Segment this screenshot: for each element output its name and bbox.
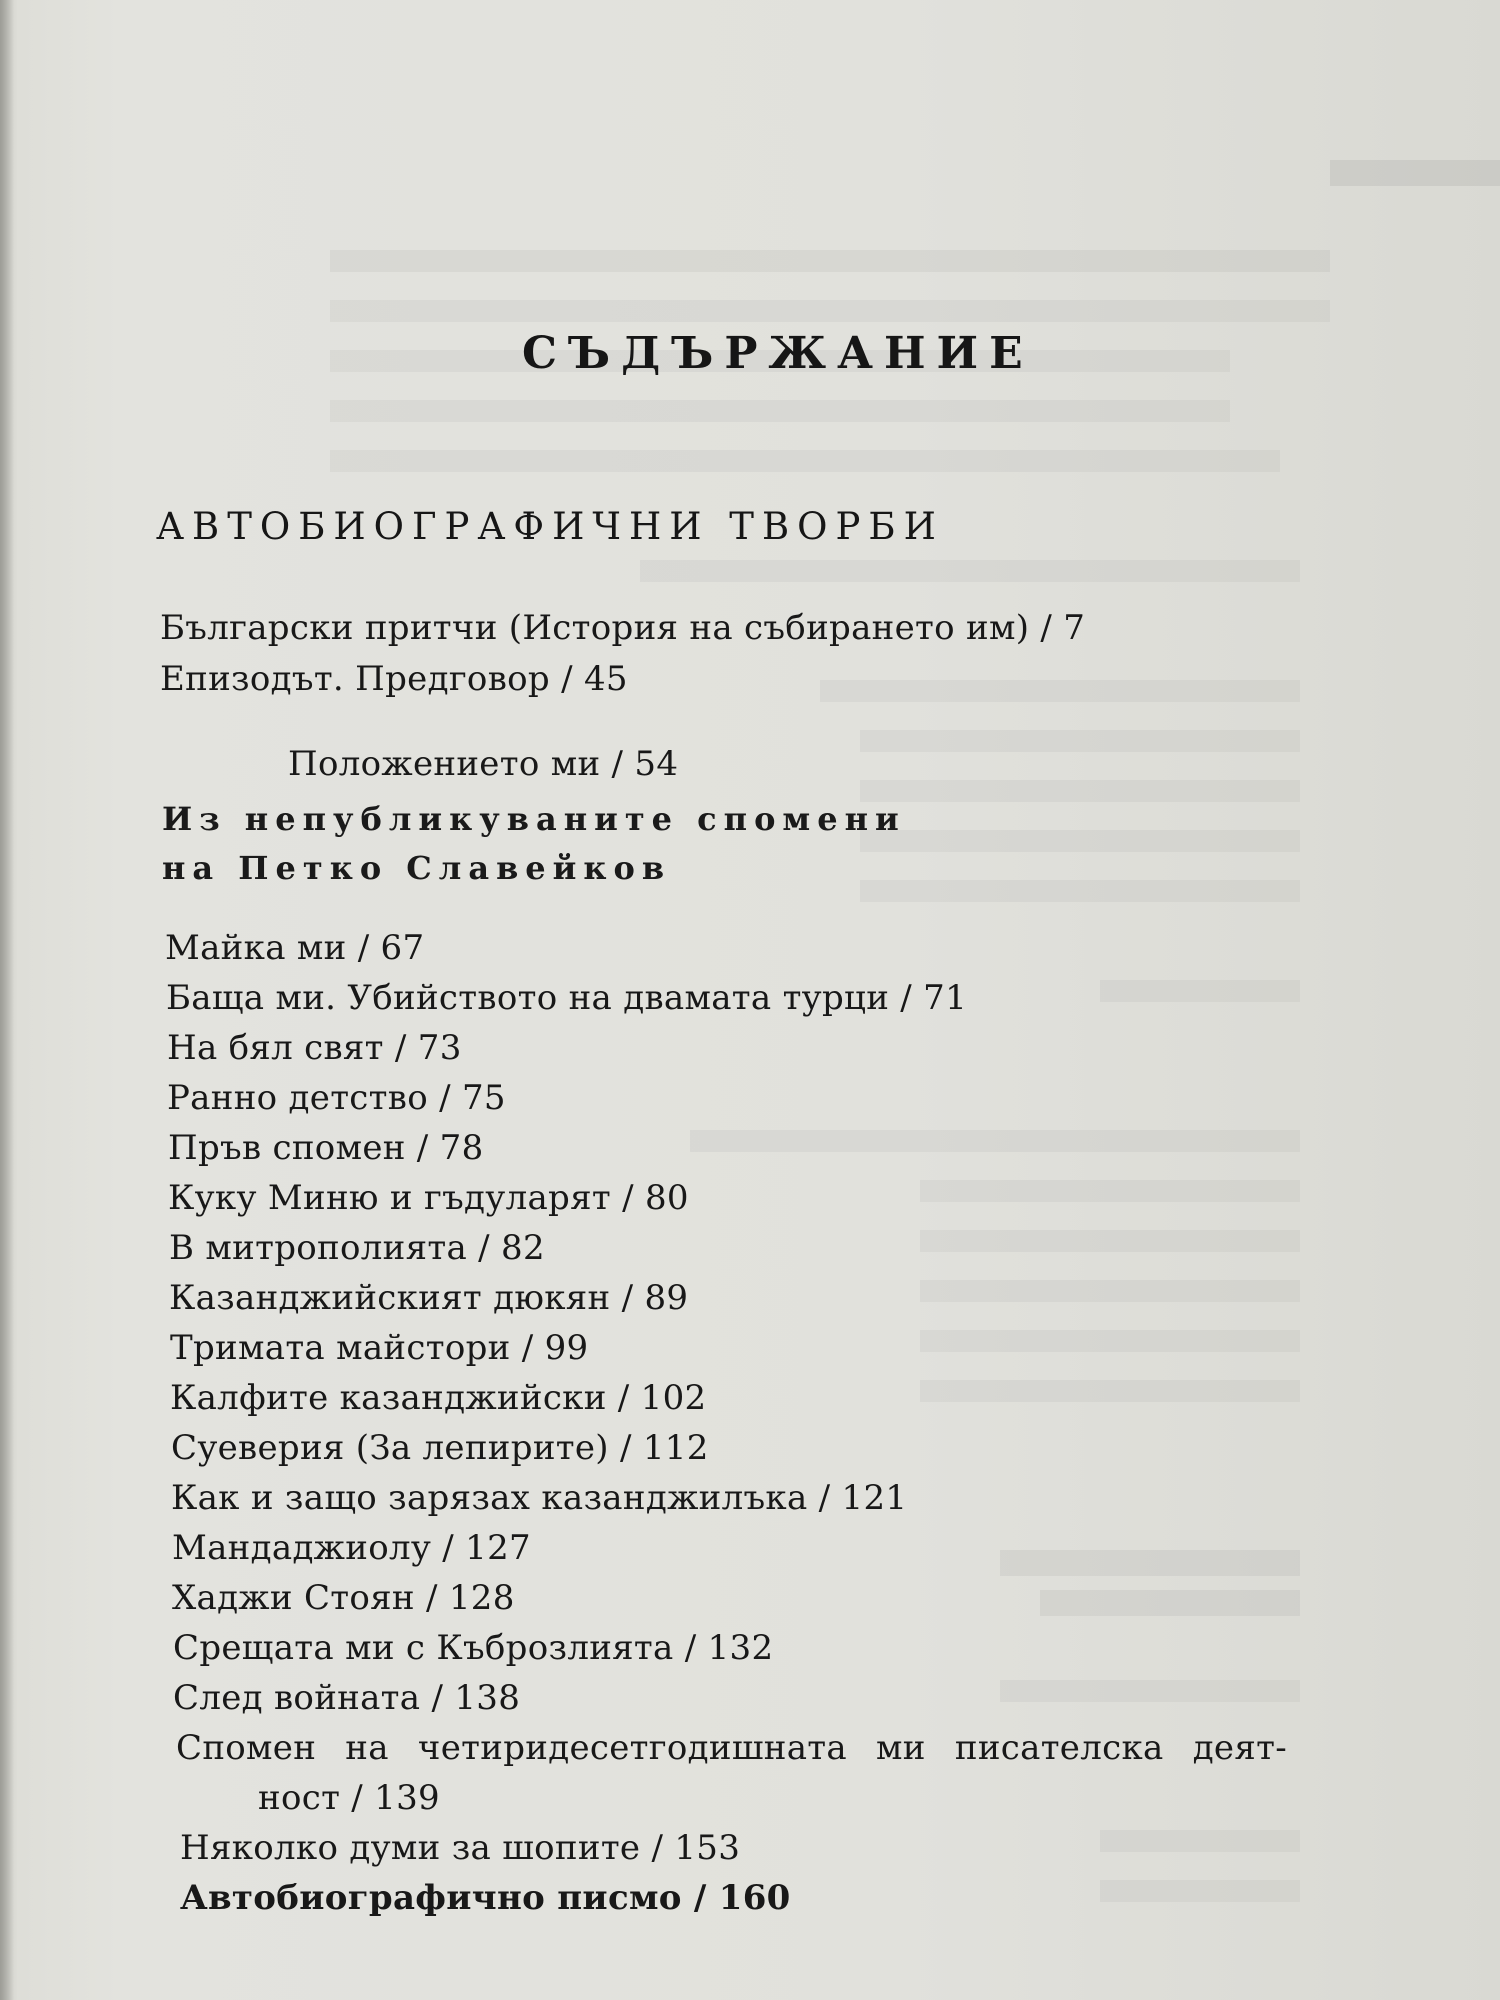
toc-entry-long-line-1: Спомен на четиридесетгодишната ми писателска деят- xyxy=(176,1728,1288,1768)
toc-entry: Автобиографично писмо / 160 xyxy=(180,1878,791,1918)
toc-entry: Майка ми / 67 xyxy=(165,928,425,968)
toc-entry: Няколко думи за шопите / 153 xyxy=(180,1828,741,1868)
page-title: СЪДЪРЖАНИЕ xyxy=(522,328,1034,379)
toc-entry: Тримата майстори / 99 xyxy=(170,1328,589,1368)
toc-entry: Казанджийският дюкян / 89 xyxy=(169,1278,689,1318)
toc-entry: Ранно детство / 75 xyxy=(167,1078,506,1118)
toc-entry: Баща ми. Убийството на двамата турци / 71 xyxy=(166,978,968,1018)
toc-entry: На бял свят / 73 xyxy=(167,1028,462,1068)
toc-entry: Как и защо зарязах казанджилъка / 121 xyxy=(171,1478,908,1518)
toc-entry: Калфите казанджийски / 102 xyxy=(170,1378,707,1418)
toc-entry: Куку Миню и гъдуларят / 80 xyxy=(168,1178,689,1218)
toc-entry: Хаджи Стоян / 128 xyxy=(172,1578,515,1618)
section-heading: АВТОБИОГРАФИЧНИ ТВОРБИ xyxy=(156,505,944,548)
toc-entry: Суеверия (За лепирите) / 112 xyxy=(171,1428,709,1468)
toc-entry: Български притчи (История на събирането им) / 7 xyxy=(160,608,1086,648)
toc-entry: Срещата ми с Къброзлията / 132 xyxy=(173,1628,774,1668)
toc-entry: След войната / 138 xyxy=(173,1678,521,1718)
toc-entry: В митрополията / 82 xyxy=(169,1228,545,1268)
toc-entry: Пръв спомен / 78 xyxy=(168,1128,484,1168)
toc-entry: Епизодът. Предговор / 45 xyxy=(160,659,628,699)
toc-entry: Мандаджиолу / 127 xyxy=(172,1528,531,1568)
subheading-line-1: Из непубликуваните спомени xyxy=(162,800,906,838)
toc-entry-indented: Положението ми / 54 xyxy=(288,744,679,784)
toc-entry-long-line-2: ност / 139 xyxy=(258,1778,440,1818)
subheading-line-2: на Петко Славейков xyxy=(162,849,672,887)
